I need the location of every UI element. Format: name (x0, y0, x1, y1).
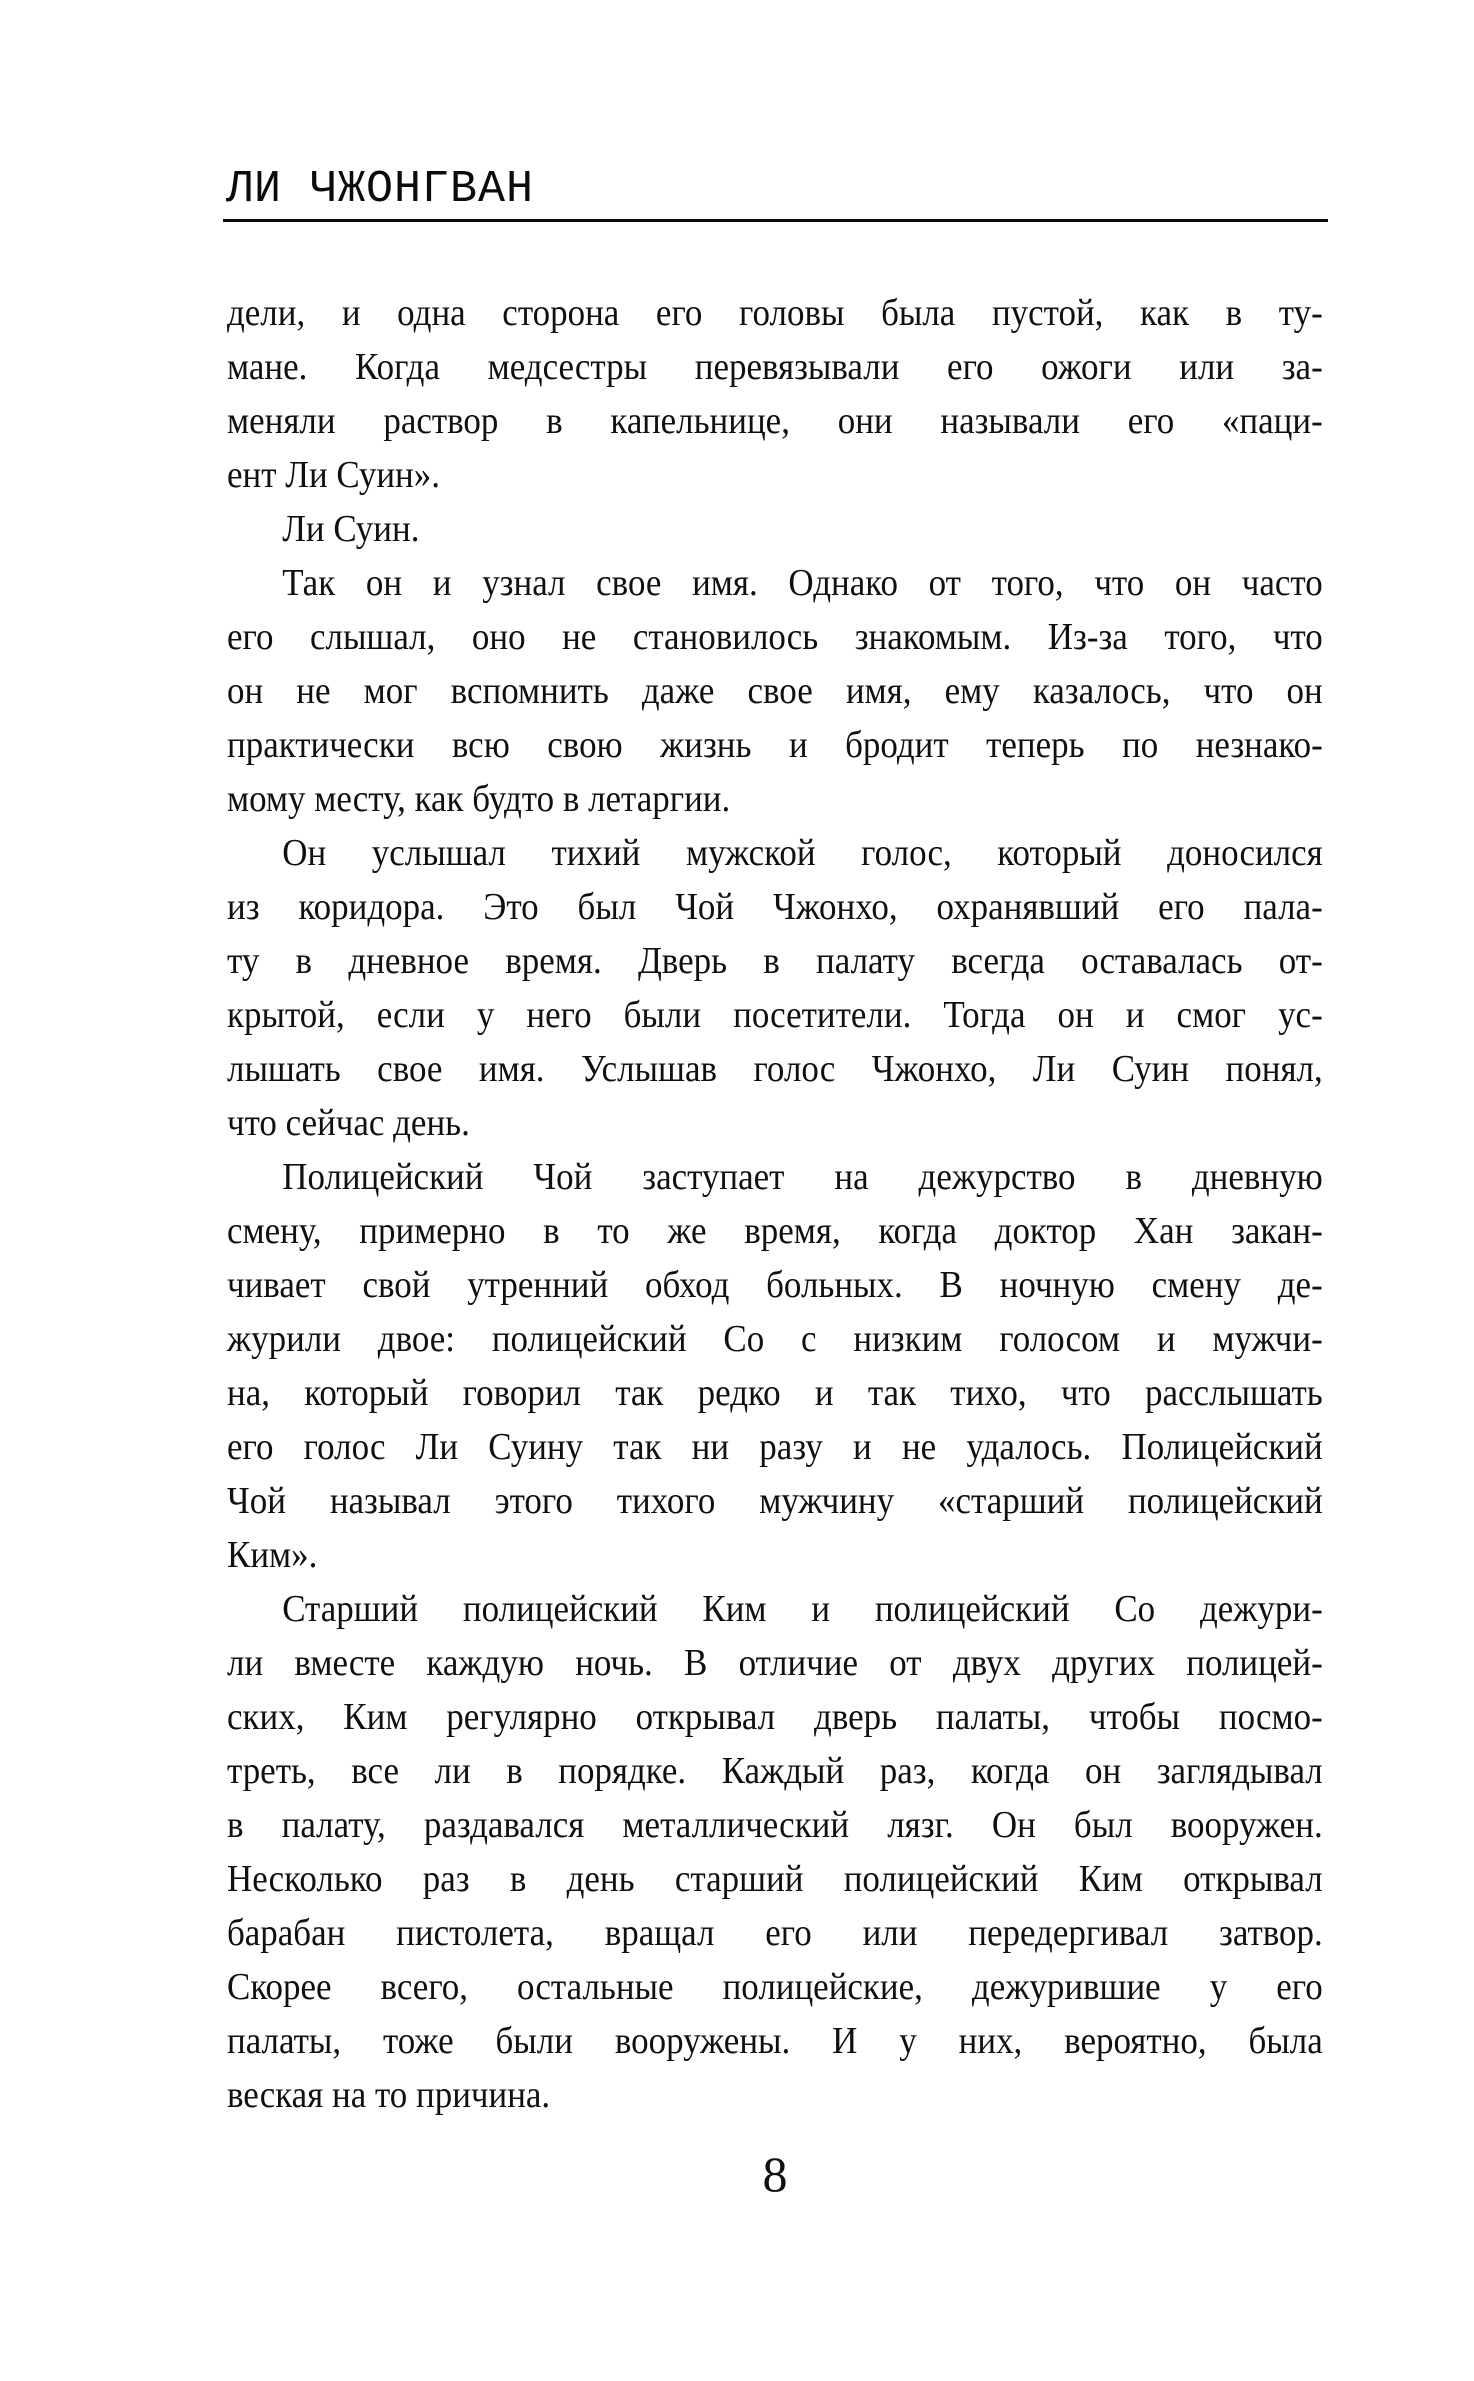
text-line: крытой, если у него были посетители. Тогда он и смог ус- (227, 994, 1323, 1036)
paragraph (227, 502, 1323, 556)
running-header: ЛИ ЧЖОНГВАН (226, 164, 535, 215)
paragraph (227, 1582, 1323, 2122)
text-line: Он услышал тихий мужской голос, который доносился (282, 832, 1323, 874)
text-line: ент Ли Суин». (227, 454, 440, 496)
paragraph (227, 826, 1323, 1150)
text-line: Несколько раз в день старший полицейский Ким открывал (227, 1858, 1323, 1900)
paragraph (227, 556, 1323, 826)
page-number: 8 (762, 2146, 788, 2202)
header-rule-divider (223, 219, 1328, 222)
text-line: из коридора. Это был Чой Чжонхо, охранявший его пала- (227, 886, 1323, 928)
text-line: Старший полицейский Ким и полицейский Со дежури- (282, 1588, 1323, 1630)
text-line: лышать свое имя. Услышав голос Чжонхо, Ли Суин понял, (227, 1048, 1323, 1090)
text-line: Ким». (227, 1534, 318, 1576)
text-line: Чой называл этого тихого мужчину «старший полицейский (227, 1480, 1323, 1522)
text-line: что сейчас день. (227, 1102, 470, 1144)
text-line: его слышал, оно не становилось знакомым. Из-за того, что (227, 616, 1323, 658)
text-line: Скорее всего, остальные полицейские, дежурившие у его (227, 1966, 1323, 2008)
text-line: его голос Ли Суину так ни разу и не удалось. Полицейский (227, 1426, 1323, 1468)
text-line: барабан пистолета, вращал его или передергивал затвор. (227, 1912, 1323, 1954)
text-line: палаты, тоже были вооружены. И у них, вероятно, была (227, 2020, 1323, 2062)
text-line: чивает свой утренний обход больных. В ночную смену де- (227, 1264, 1323, 1306)
paragraph (227, 1150, 1323, 1582)
text-line: ту в дневное время. Дверь в палату всегда оставалась от- (227, 940, 1323, 982)
paragraph (227, 286, 1323, 502)
text-line: он не мог вспомнить даже свое имя, ему казалось, что он (227, 670, 1323, 712)
text-line: ских, Ким регулярно открывал дверь палаты, чтобы посмо- (227, 1696, 1323, 1738)
body-text (227, 286, 1323, 2122)
text-line: треть, все ли в порядке. Каждый раз, когда он заглядывал (227, 1750, 1323, 1792)
text-line: Ли Суин. (282, 508, 420, 550)
text-line: журили двое: полицейский Со с низким голосом и мужчи- (227, 1318, 1323, 1360)
text-line: веская на то причина. (227, 2074, 551, 2116)
text-line: смену, примерно в то же время, когда доктор Хан закан- (227, 1210, 1323, 1252)
text-line: мому месту, как будто в летаргии. (227, 778, 731, 820)
text-line: меняли раствор в капельнице, они называли его «паци- (227, 400, 1323, 442)
text-line: Полицейский Чой заступает на дежурство в дневную (282, 1156, 1323, 1198)
text-line: ли вместе каждую ночь. В отличие от двух других полицей- (227, 1642, 1323, 1684)
text-line: дели, и одна сторона его головы была пустой, как в ту- (227, 292, 1323, 334)
text-line: Так он и узнал свое имя. Однако от того, что он часто (282, 562, 1323, 604)
text-line: практически всю свою жизнь и бродит теперь по незнако- (227, 724, 1323, 766)
text-line: на, который говорил так редко и так тихо, что расслышать (227, 1372, 1323, 1414)
text-line: мане. Когда медсестры перевязывали его ожоги или за- (227, 346, 1323, 388)
text-line: в палату, раздавался металлический лязг. Он был вооружен. (227, 1804, 1323, 1846)
